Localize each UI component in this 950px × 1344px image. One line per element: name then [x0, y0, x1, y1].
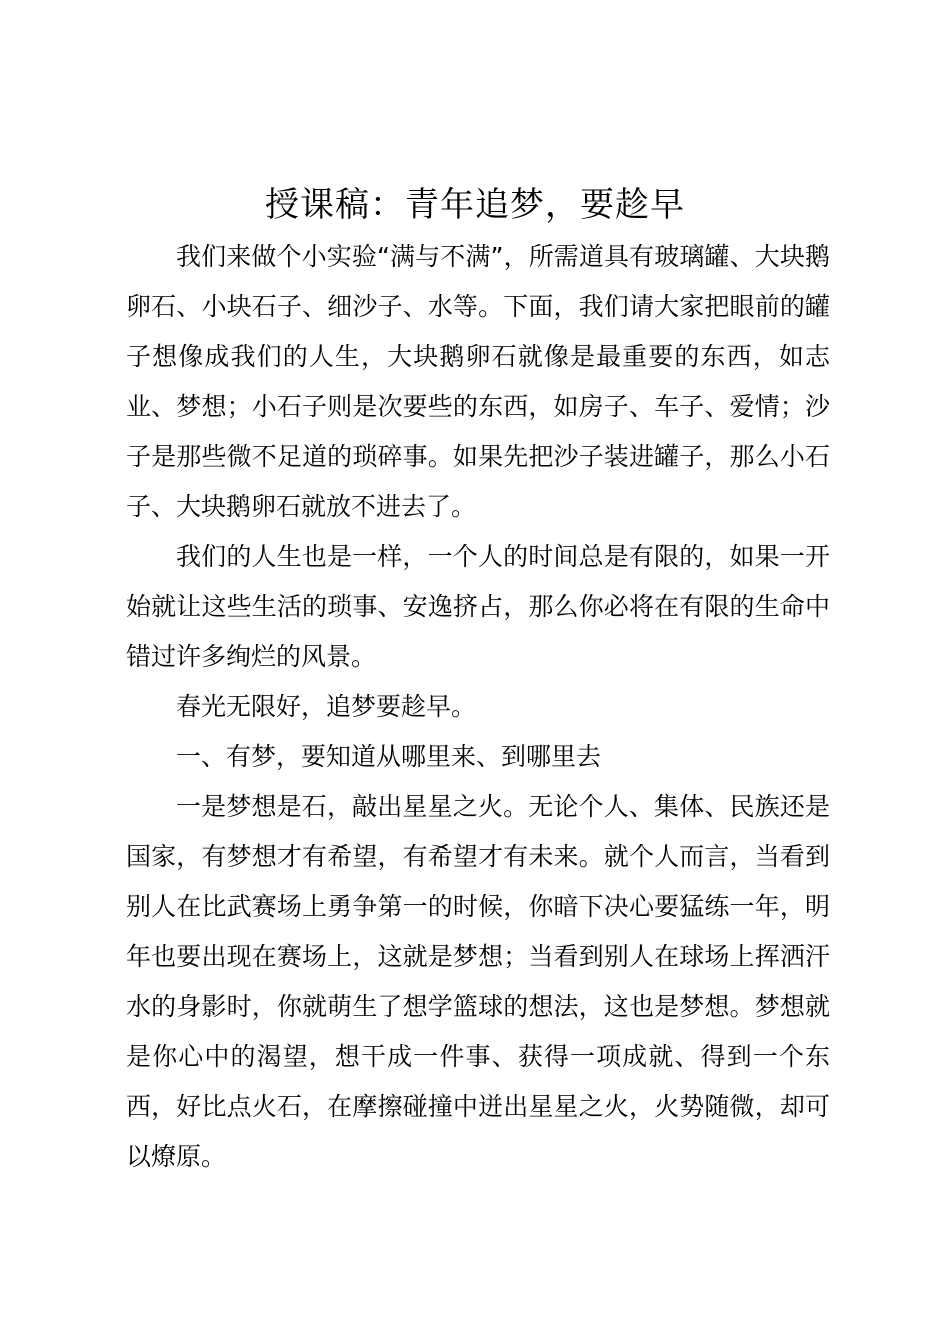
document-body [126, 232, 830, 1182]
paragraph-spring-slogan: 春光无限好，追梦要趁早。 [176, 692, 477, 721]
paragraph-life-limited-time: 我们的人生也是一样，一个人的时间总是有限的，如果一开始就让这些生活的琐事、安逸挤占，那么你必将在有限的生命中错过许多绚烂的风景。 [126, 542, 830, 671]
paragraph-dream-is-stone: 一是梦想是石，敲出星星之火。无论个人、集体、民族还是国家，有梦想才有希望，有希望才有未来。就个人而言，当看到别人在比武赛场上勇争第一的时候，你暗下决心要猛练一年，明年也要出现在赛场上，这就是梦想；当看到别人在球场上挥洒汗水的身影时，你就萌生了想学篮球的想法，这也是梦想。梦想就是你心中的渴望，想干成一件事、获得一项成就、得到一个东西，好比点火石，在摩擦碰撞中迸出星星之火，火势随微，却可以燎原。 [126, 792, 830, 1171]
section-heading-one: 一、有梦，要知道从哪里来、到哪里去 [176, 742, 602, 771]
document-title: 授课稿：青年追梦，要趁早 [265, 185, 685, 225]
paragraph-intro-experiment: 我们来做个小实验“满与不满”，所需道具有玻璃罐、大块鹅卵石、小块石子、细沙子、水等。下面，我们请大家把眼前的罐子想像成我们的人生，大块鹅卵石就像是最重要的东西，如志业、梦想；小石子则是次要些的东西，如房子、车子、爱情；沙子是那些微不足道的琐碎事。如果先把沙子装进罐子，那么小石子、大块鹅卵石就放不进去了。 [126, 242, 830, 521]
